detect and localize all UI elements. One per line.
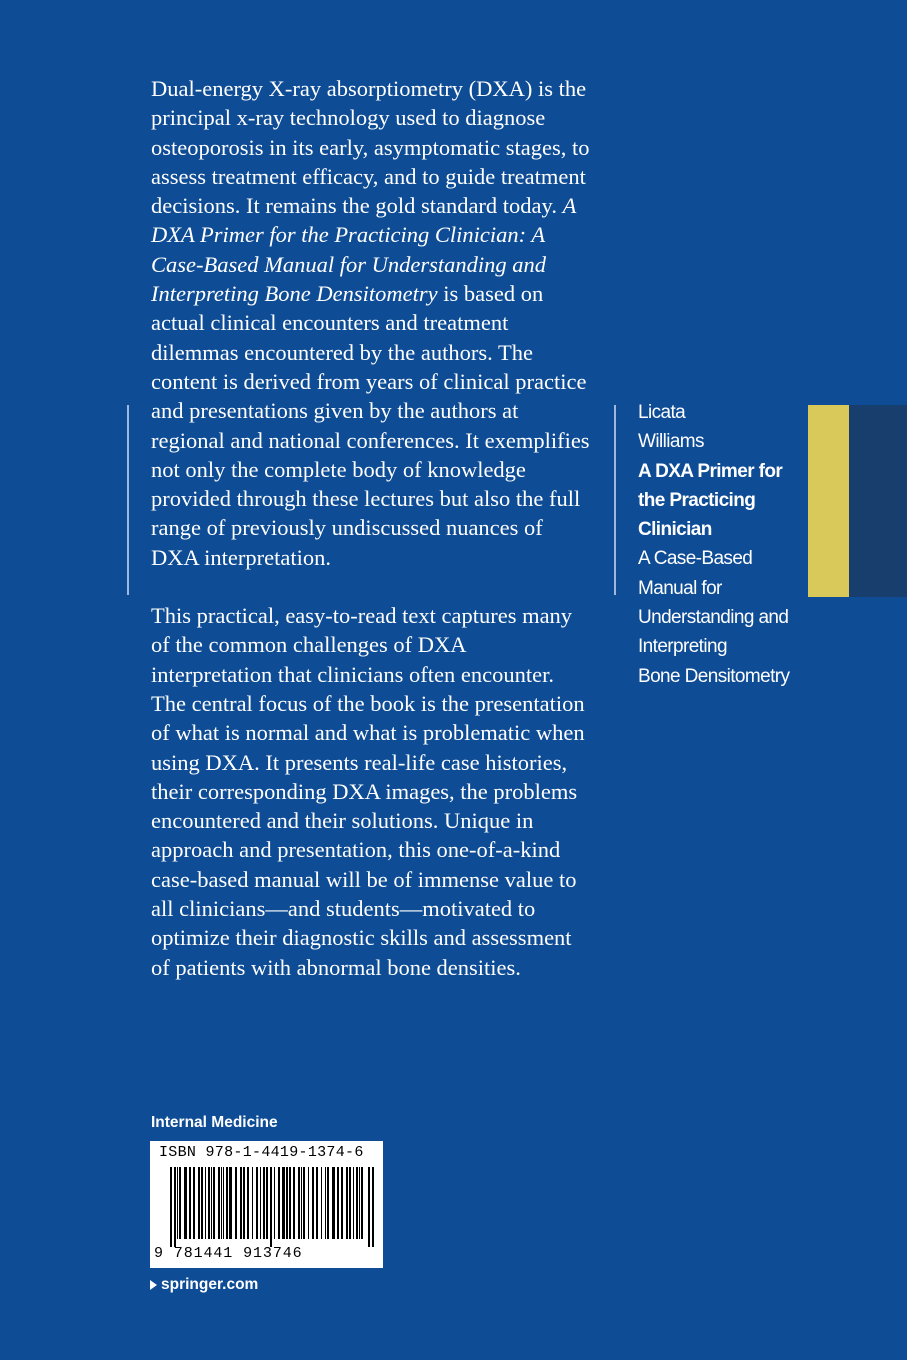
right-vertical-rule [614,405,616,595]
author-name: Licata [638,402,686,423]
book-subtitle-line: Bone Densitometry [638,665,790,687]
book-title-line: A DXA Primer for [638,460,783,482]
book-subtitle-line: Interpreting [638,636,727,658]
yellow-color-band [808,405,849,597]
left-vertical-rule [127,405,129,595]
subject-category: Internal Medicine [151,1114,278,1131]
isbn-number: ISBN 978-1-4419-1374-6 [159,1144,364,1161]
ean-digits: 9 781441 913746 [154,1245,303,1262]
book-title-line: the Practicing [638,489,756,511]
description-rest: is based on actual clinical encounters and treatment dilemmas encountered by the authors. The content is derived from years of clinical practice and presentations given by the authors at regional and national conferences. It exemplifies not only the complete body of knowledge provided through these lectures but also the full range of previously undiscussed nuances of DXA interpretation. [151,281,590,570]
navy-color-band [849,405,907,597]
barcode-bars [170,1167,374,1247]
book-title-inline: A DXA Primer for the Practicing Clinician: A Case-Based Manual for Understanding and Interpreting Bone Densitometry [151,193,576,307]
arrow-right-icon [150,1280,157,1290]
back-cover-description [151,74,591,982]
description-intro: Dual-energy X-ray absorptiometry (DXA) is the principal x-ray technology used to diagnose osteoporosis in its early, asymptomatic stages, to assess treatment efficacy, and to guide treatment decisions. It remains the gold standard today. [151,76,590,219]
publisher-url: springer.com [161,1276,259,1293]
description-paragraph-1 [151,74,591,572]
isbn-barcode [150,1141,383,1268]
author-name: Williams [638,431,704,453]
publisher-link[interactable] [150,1276,258,1294]
description-paragraph-2: This practical, easy-to-read text captures many of the common challenges of DXA interpretation that clinicians often encounter. The central focus of the book is the presentation of what is normal and what is problematic when using DXA. It presents real-life case histories, their corresponding DXA images, the problems encountered and their solutions. Unique in approach and presentation, this one-of-a-kind case-based manual will be of immense value to all clinicians—and students—motivated to optimize their diagnostic skills and assessment of patients with abnormal bone densities. [151,603,585,980]
book-subtitle-line: Manual for [638,577,722,599]
book-subtitle-line: A Case-Based [638,548,753,570]
book-title-line: Clinician [638,519,712,541]
book-info-block [638,398,803,691]
book-subtitle-line: Understanding and [638,607,789,629]
